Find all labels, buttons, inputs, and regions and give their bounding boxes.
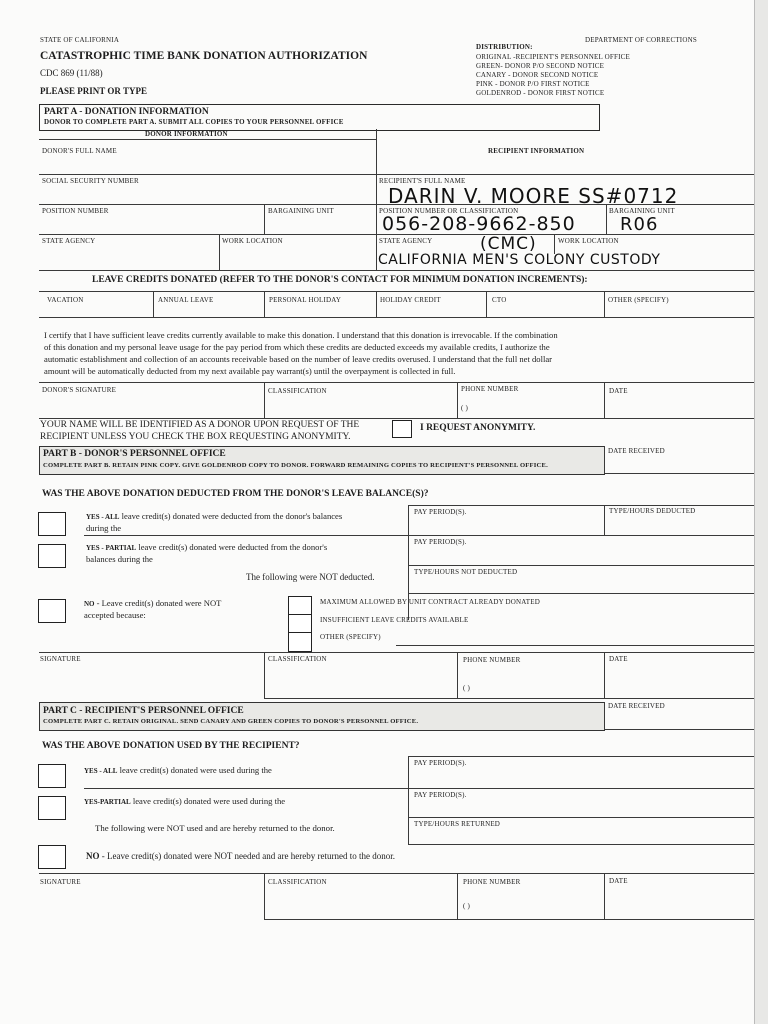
part-c-question: WAS THE ABOVE DONATION USED BY THE RECIPIENT? (42, 741, 300, 751)
part-b-yes-all-desc: leave credit(s) donated were deducted from the donor's balances (119, 511, 343, 521)
leave-type-cto: CTO (492, 296, 507, 304)
paper-edge (754, 0, 768, 1024)
recipient-bargaining-label: BARGAINING UNIT (609, 207, 675, 215)
part-b-pay-periods-label: PAY PERIOD(S). (414, 538, 467, 546)
anonymity-text: YOUR NAME WILL BE IDENTIFIED AS A DONOR UPON REQUEST OF THE (40, 420, 360, 430)
date-label: DATE (609, 387, 628, 395)
recipient-info-header: RECIPIENT INFORMATION (488, 147, 585, 155)
certify-line: automatic establishment and collection of an accounts receivable based on the number of leave credits overused. I understand that the full net dollar (44, 354, 553, 364)
part-c-date-received-label: DATE RECEIVED (608, 702, 665, 710)
form-number: CDC 869 (11/88) (40, 68, 103, 78)
ssn-label: SOCIAL SECURITY NUMBER (42, 177, 139, 185)
part-c-yes-all-label: YES - ALL (84, 767, 118, 775)
part-b-date-received-label: DATE RECEIVED (608, 447, 665, 455)
part-c-phone-label: PHONE NUMBER (463, 878, 521, 886)
reason-other-checkbox[interactable] (288, 632, 312, 652)
part-b-no-label: NO (84, 600, 95, 608)
recipient-location-handwritten[interactable]: CALIFORNIA MEN'S COLONY CUSTODY (378, 252, 661, 268)
part-c-no-checkbox[interactable] (38, 845, 66, 869)
part-b-date-label: DATE (609, 655, 628, 663)
part-b-pay-periods-label: PAY PERIOD(S). (414, 508, 467, 516)
phone-parens: ( ) (461, 404, 469, 412)
part-c-no-text (86, 852, 395, 861)
part-b-no-text2: accepted because: (84, 610, 146, 620)
part-c-signature-label: SIGNATURE (40, 878, 81, 886)
position-number-label: POSITION NUMBER (42, 207, 109, 215)
leave-type-personal-holiday: PERSONAL HOLIDAY (269, 296, 342, 304)
part-c-yes-partial-label: YES-PARTIAL (84, 798, 131, 806)
part-b-no-text (84, 599, 221, 608)
certify-line: of this donation and my personal leave usage for the pay period from which these credits are deducted exceeds my available credits, I authorize the (44, 342, 550, 352)
part-b-yes-all-text (86, 512, 342, 521)
part-c-yes-all-text (84, 766, 272, 775)
leave-type-vacation: VACATION (47, 296, 84, 304)
part-b-yes-all-text2: during the (86, 523, 122, 533)
anonymity-text: RECIPIENT UNLESS YOU CHECK THE BOX REQUESTING ANONYMITY. (40, 432, 351, 442)
type-hours-deducted-label: TYPE/HOURS DEDUCTED (609, 507, 696, 515)
part-a-subtitle: DONOR TO COMPLETE PART A. SUBMIT ALL COPIES TO YOUR PERSONNEL OFFICE (44, 118, 344, 126)
leave-credits-header: LEAVE CREDITS DONATED (REFER TO THE DONOR'S CONTACT FOR MINIMUM DONATION INCREMENTS): (92, 275, 588, 285)
reason-max-allowed-checkbox[interactable] (288, 596, 312, 616)
part-c-yes-partial-checkbox[interactable] (38, 796, 66, 820)
part-c-no-desc: - Leave credit(s) donated were NOT needed and are hereby returned to the donor. (99, 851, 395, 861)
reason-insufficient-checkbox[interactable] (288, 614, 312, 634)
leave-type-holiday-credit: HOLIDAY CREDIT (380, 296, 441, 304)
part-c-date-label: DATE (609, 877, 628, 885)
part-c-subtitle: COMPLETE PART C. RETAIN ORIGINAL. SEND CANARY AND GREEN COPIES TO DONOR'S PERSONNEL OFFICE. (43, 718, 419, 725)
recipient-position-label: POSITION NUMBER OR CLASSIFICATION (379, 207, 519, 215)
part-c-yes-all-checkbox[interactable] (38, 764, 66, 788)
part-c-phone-parens: ( ) (463, 902, 471, 910)
part-b-yes-all-checkbox[interactable] (38, 512, 66, 536)
part-c-classification-label: CLASSIFICATION (268, 878, 327, 886)
distribution-title: DISTRIBUTION: (476, 43, 533, 51)
donor-info-header: DONOR INFORMATION (145, 130, 228, 138)
leave-type-other: OTHER (SPECIFY) (608, 296, 669, 304)
anonymity-request-label: I REQUEST ANONYMITY. (420, 423, 536, 433)
part-c-yes-all-desc: leave credit(s) donated were used during the (117, 765, 272, 775)
recipient-full-name-label: RECIPIENT'S FULL NAME (379, 177, 466, 185)
recipient-work-location-label: WORK LOCATION (558, 237, 619, 245)
phone-number-label: PHONE NUMBER (461, 385, 519, 393)
part-b-yes-partial-text2: balances during the (86, 554, 153, 564)
distribution-line: PINK - DONOR P/O FIRST NOTICE (476, 80, 590, 88)
print-instruction: PLEASE PRINT OR TYPE (40, 86, 147, 96)
bargaining-unit-label: BARGAINING UNIT (268, 207, 334, 215)
part-c-no-label: NO (86, 851, 100, 861)
part-b-question: WAS THE ABOVE DONATION DEDUCTED FROM THE DONOR'S LEAVE BALANCE(S)? (42, 489, 429, 499)
part-b-classification-label: CLASSIFICATION (268, 655, 327, 663)
part-c-pay-periods-label: PAY PERIOD(S). (414, 759, 467, 767)
type-hours-not-deducted-label: TYPE/HOURS NOT DEDUCTED (414, 568, 518, 576)
part-b-no-desc: - Leave credit(s) donated were NOT (94, 598, 222, 608)
form-title: CATASTROPHIC TIME BANK DONATION AUTHORIZATION (40, 50, 368, 62)
donor-full-name-label: DONOR'S FULL NAME (42, 147, 117, 155)
anonymity-checkbox[interactable] (392, 420, 412, 438)
part-b-phone-parens: ( ) (463, 684, 471, 692)
reason-other-label: OTHER (SPECIFY) (320, 633, 381, 641)
recipient-name-handwritten[interactable]: DARIN V. MOORE SS#0712 (388, 184, 679, 208)
leave-type-annual: ANNUAL LEAVE (158, 296, 214, 304)
part-c-title: PART C - RECIPIENT'S PERSONNEL OFFICE (43, 706, 244, 716)
recipient-agency-handwritten[interactable]: (CMC) (480, 234, 537, 254)
distribution-line: ORIGINAL -RECIPIENT'S PERSONNEL OFFICE (476, 53, 630, 61)
part-b-signature-label: SIGNATURE (40, 655, 81, 663)
state-agency-label: STATE AGENCY (42, 237, 96, 245)
reason-max-allowed-label: MAXIMUM ALLOWED BY UNIT CONTRACT ALREADY DONATED (320, 598, 540, 606)
part-b-phone-label: PHONE NUMBER (463, 656, 521, 664)
distribution-line: CANARY - DONOR SECOND NOTICE (476, 71, 599, 79)
not-deducted-text: The following were NOT deducted. (246, 572, 375, 582)
part-b-no-checkbox[interactable] (38, 599, 66, 623)
part-c-pay-periods-label: PAY PERIOD(S). (414, 791, 467, 799)
part-b-yes-partial-checkbox[interactable] (38, 544, 66, 568)
donor-signature-label: DONOR'S SIGNATURE (42, 386, 117, 394)
recipient-bargaining-handwritten[interactable]: R06 (620, 214, 659, 235)
part-c-yes-partial-desc: leave credit(s) donated were used during the (130, 796, 286, 806)
part-b-title: PART B - DONOR'S PERSONNEL OFFICE (43, 449, 226, 459)
part-a-title: PART A - DONATION INFORMATION (44, 107, 209, 117)
distribution-line: GOLDENROD - DONOR FIRST NOTICE (476, 89, 605, 97)
classification-label: CLASSIFICATION (268, 387, 327, 395)
returned-text: The following were NOT used and are hereby returned to the donor. (95, 823, 335, 833)
type-hours-returned-label: TYPE/HOURS RETURNED (414, 820, 501, 828)
part-b-yes-partial-desc: leave credit(s) donated were deducted from the donor's (136, 542, 328, 552)
part-c-yes-partial-text (84, 797, 285, 806)
reason-insufficient-label: INSUFFICIENT LEAVE CREDITS AVAILABLE (320, 616, 469, 624)
recipient-position-handwritten[interactable]: 056-208-9662-850 (382, 213, 576, 235)
certify-line: I certify that I have sufficient leave credits currently available to make this donation. I understand that this donation is irrevocable. If the combination (44, 330, 558, 340)
recipient-agency-label: STATE AGENCY (379, 237, 433, 245)
part-b-yes-partial-label: YES - PARTIAL (86, 544, 137, 552)
certify-line: amount will be automatically deducted from my next available pay warrant(s) until the overpayment is collected in full. (44, 366, 456, 376)
department-label: DEPARTMENT OF CORRECTIONS (585, 36, 697, 44)
distribution-line: GREEN- DONOR P/O SECOND NOTICE (476, 62, 605, 70)
part-b-yes-partial-text (86, 543, 327, 552)
part-b-yes-all-label: YES - ALL (86, 513, 120, 521)
state-label: STATE OF CALIFORNIA (40, 36, 120, 44)
work-location-label: WORK LOCATION (222, 237, 283, 245)
part-b-subtitle: COMPLETE PART B. RETAIN PINK COPY. GIVE GOLDENROD COPY TO DONOR. FORWARD REMAINING COPIES TO RECIPIENT'S PERSONNEL OFFICE. (43, 462, 548, 469)
